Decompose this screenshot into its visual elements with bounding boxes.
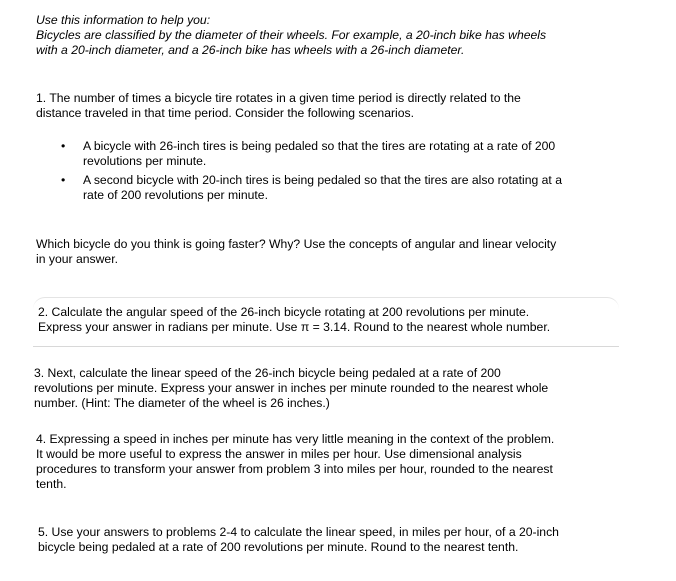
intro-line: Bicycles are classified by the diameter of their wheels. For example, a 20-inch bike has wheels	[36, 28, 547, 42]
question-4-line: It would be more useful to express the answer in miles per hour. Use dimensional analysis	[36, 447, 522, 461]
bullet-icon: •	[61, 139, 66, 153]
question-1-line: distance traveled in that time period. Consider the following scenarios.	[36, 106, 415, 120]
question-1-prompt-line: in your answer.	[36, 252, 118, 266]
question-1-prompt-line: Which bicycle do you think is going faster? Why? Use the concepts of angular and linear velocity	[36, 237, 557, 251]
question-2	[38, 305, 638, 335]
question-1	[36, 91, 636, 121]
question-3-line: number. (Hint: The diameter of the wheel is 26 inches.)	[34, 396, 330, 410]
question-5-line: 5. Use your answers to problems 2-4 to calculate the linear speed, in miles per hour, of a 20-inch	[38, 525, 559, 539]
intro-heading: Use this information to help you:	[36, 13, 211, 27]
question-3-line: 3. Next, calculate the linear speed of the 26-inch bicycle being pedaled at a rate of 200	[34, 366, 501, 380]
scenario-line: revolutions per minute.	[83, 154, 207, 168]
scenario-line: A second bicycle with 20-inch tires is being pedaled so that the tires are also rotating at a	[83, 173, 562, 187]
question-2-line: Express your answer in radians per minute. Use π = 3.14. Round to the nearest whole number.	[38, 320, 551, 334]
question-5-line: bicycle being pedaled at a rate of 200 revolutions per minute. Round to the nearest tenth.	[38, 540, 519, 554]
scenario-list	[60, 139, 620, 207]
question-3	[34, 366, 634, 411]
scenario-item	[60, 173, 620, 203]
question-2-line: 2. Calculate the angular speed of the 26-inch bicycle rotating at 200 revolutions per minute.	[38, 305, 530, 319]
question-1-prompt	[36, 237, 636, 267]
intro-text	[36, 13, 636, 58]
question-4-line: tenth.	[36, 477, 67, 491]
scenario-item	[60, 139, 620, 169]
question-5	[38, 525, 638, 555]
question-3-line: revolutions per minute. Express your answer in inches per minute rounded to the nearest whole	[34, 381, 549, 395]
scenario-line: A bicycle with 26-inch tires is being pedaled so that the tires are rotating at a rate of 200	[83, 139, 556, 153]
question-1-line: 1. The number of times a bicycle tire rotates in a given time period is directly related to the	[36, 91, 521, 105]
intro-line: with a 20-inch diameter, and a 26-inch bike has wheels with a 26-inch diameter.	[36, 43, 465, 57]
question-4	[36, 432, 636, 492]
question-4-line: 4. Expressing a speed in inches per minute has very little meaning in the context of the problem.	[36, 432, 555, 446]
scenario-line: rate of 200 revolutions per minute.	[83, 188, 268, 202]
bullet-icon: •	[61, 173, 66, 187]
question-4-line: procedures to transform your answer from problem 3 into miles per hour, rounded to the nearest	[36, 462, 553, 476]
